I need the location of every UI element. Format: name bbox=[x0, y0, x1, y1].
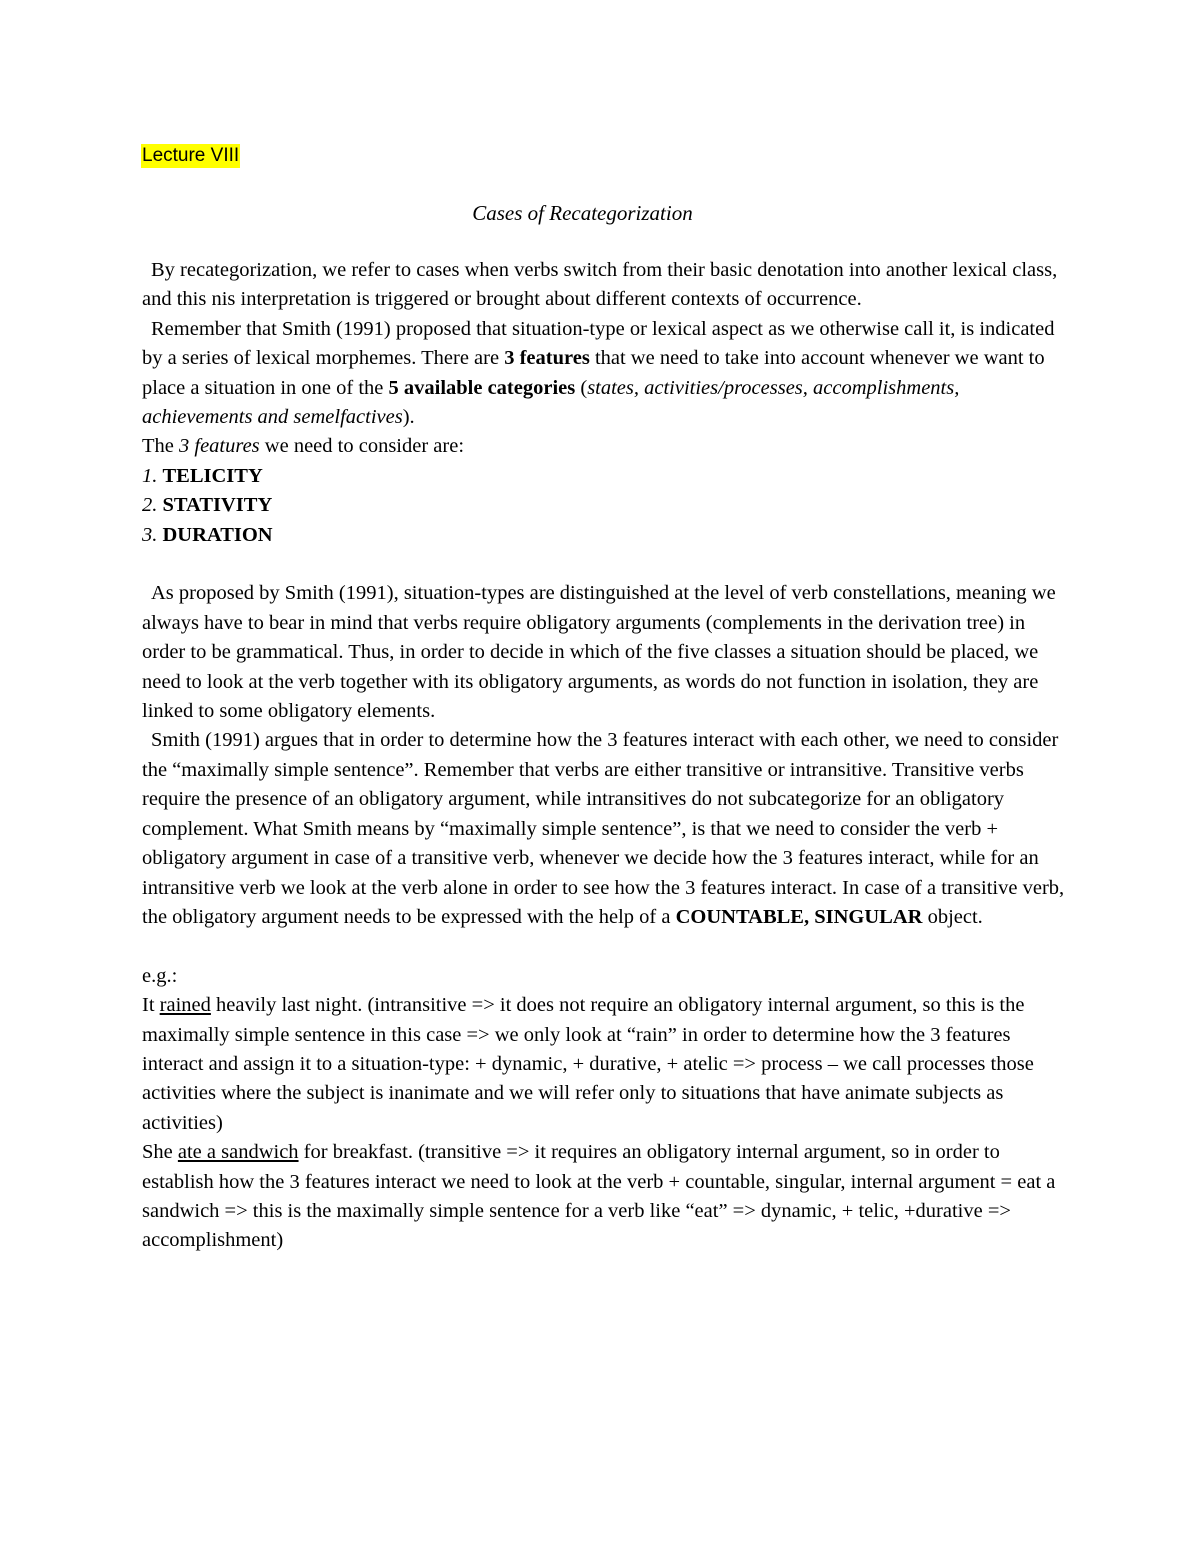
intro-paragraph: By recategorization, we refer to cases when verbs switch from their basic denotation into another lexical class, and this nis interpretation is triggered or brought about different contexts of occurrence. bbox=[142, 259, 1058, 311]
example-rained bbox=[142, 991, 1072, 1138]
examples-label: e.g.: bbox=[142, 964, 178, 987]
paragraph-gap bbox=[142, 550, 1072, 579]
feature-label: DURATION bbox=[162, 523, 273, 546]
feature-item-duration bbox=[142, 521, 1072, 550]
feature-label: STATIVITY bbox=[162, 494, 273, 517]
maximally-simple-sentence-paragraph bbox=[142, 726, 1072, 932]
bold-countable-singular: COUNTABLE, SINGULAR bbox=[675, 905, 923, 928]
text-run: heavily last night. (intransitive => it does not require an obligatory internal argument, so this is the maximally simple sentence in this case => we only look at “rain” in order to determine how the 3 features interact and assign it to a situation-type: + dynamic, + durative, + atelic => process – we call processes those activities where the subject is inanimate and we will refer only to situations that have animate subjects as activities) bbox=[142, 994, 1034, 1134]
italic-three-features: 3 features bbox=[179, 435, 260, 458]
feature-item-stativity bbox=[142, 491, 1072, 520]
text-run: that we need to take into account whenever we want to place a situation in one of the bbox=[142, 347, 1045, 399]
lecture-label: Lecture VIII bbox=[142, 145, 240, 166]
feature-number: 3. bbox=[142, 523, 158, 546]
features-intro bbox=[142, 432, 1072, 461]
text-run: ). bbox=[402, 406, 415, 429]
smith-features-paragraph bbox=[142, 315, 1072, 433]
text-run: It bbox=[142, 994, 160, 1017]
text-run: Remember that Smith (1991) proposed that situation-type or lexical aspect as we otherwise call it, is indicated by a series of lexical morphemes. There are bbox=[142, 317, 1055, 370]
document-body bbox=[142, 256, 1072, 1256]
feature-label: TELICITY bbox=[162, 464, 263, 487]
feature-number: 2. bbox=[142, 494, 158, 517]
text-run: for breakfast. (transitive => it requires an obligatory internal argument, so in order to establish how the 3 features interact we need to look at the verb + countable, singular, internal argument = eat a sandwich => this is the maximally simple sentence for a verb like “eat” => dynamic, + telic, +durative => accomplishment) bbox=[142, 1141, 1056, 1252]
text-run: object. bbox=[922, 905, 983, 928]
verb-constellations-paragraph: As proposed by Smith (1991), situation-types are distinguished at the level of verb constellations, meaning we always have to bear in mind that verbs require obligatory arguments (complements in the derivation tree) in order to be grammatical. Thus, in order to decide in which of the five classes a situation should be placed, we need to look at the verb together with its obligatory arguments, as words do not function in isolation, they are linked to some obligatory elements. bbox=[142, 582, 1056, 723]
underlined-verb-phrase: ate a sandwich bbox=[177, 1141, 299, 1164]
document-title: Cases of Recategorization bbox=[472, 201, 693, 225]
italic-category-list: states, activities/processes, accomplishments, achievements and semelfactives bbox=[142, 376, 960, 429]
paragraph-gap bbox=[142, 932, 1072, 961]
feature-item-telicity bbox=[142, 462, 1072, 491]
text-run: She bbox=[142, 1141, 178, 1164]
underlined-verb: rained bbox=[159, 994, 211, 1017]
feature-number: 1. bbox=[142, 464, 158, 487]
text-run: The bbox=[142, 435, 179, 458]
bold-five-categories: 5 available categories bbox=[388, 376, 576, 399]
text-run: Smith (1991) argues that in order to determine how the 3 features interact with each other, we need to consider the “maximally simple sentence”. Remember that verbs are either transitive or intransitive. Transitive verbs require the presence of an obligatory argument, while intransitives do not subcategorize for an obligatory complement. What Smith means by “maximally simple sentence”, is that we need to consider the verb + obligatory argument in case of a transitive verb, whenever we decide how the 3 features interact, while for an intransitive verb we look at the verb alone in order to see how the 3 features interact. In case of a transitive verb, the obligatory argument needs to be expressed with the help of a bbox=[142, 729, 1065, 928]
text-run: ( bbox=[575, 376, 588, 399]
example-ate-sandwich bbox=[142, 1138, 1072, 1256]
bold-three-features: 3 features bbox=[504, 347, 590, 370]
text-run: we need to consider are: bbox=[259, 435, 465, 458]
